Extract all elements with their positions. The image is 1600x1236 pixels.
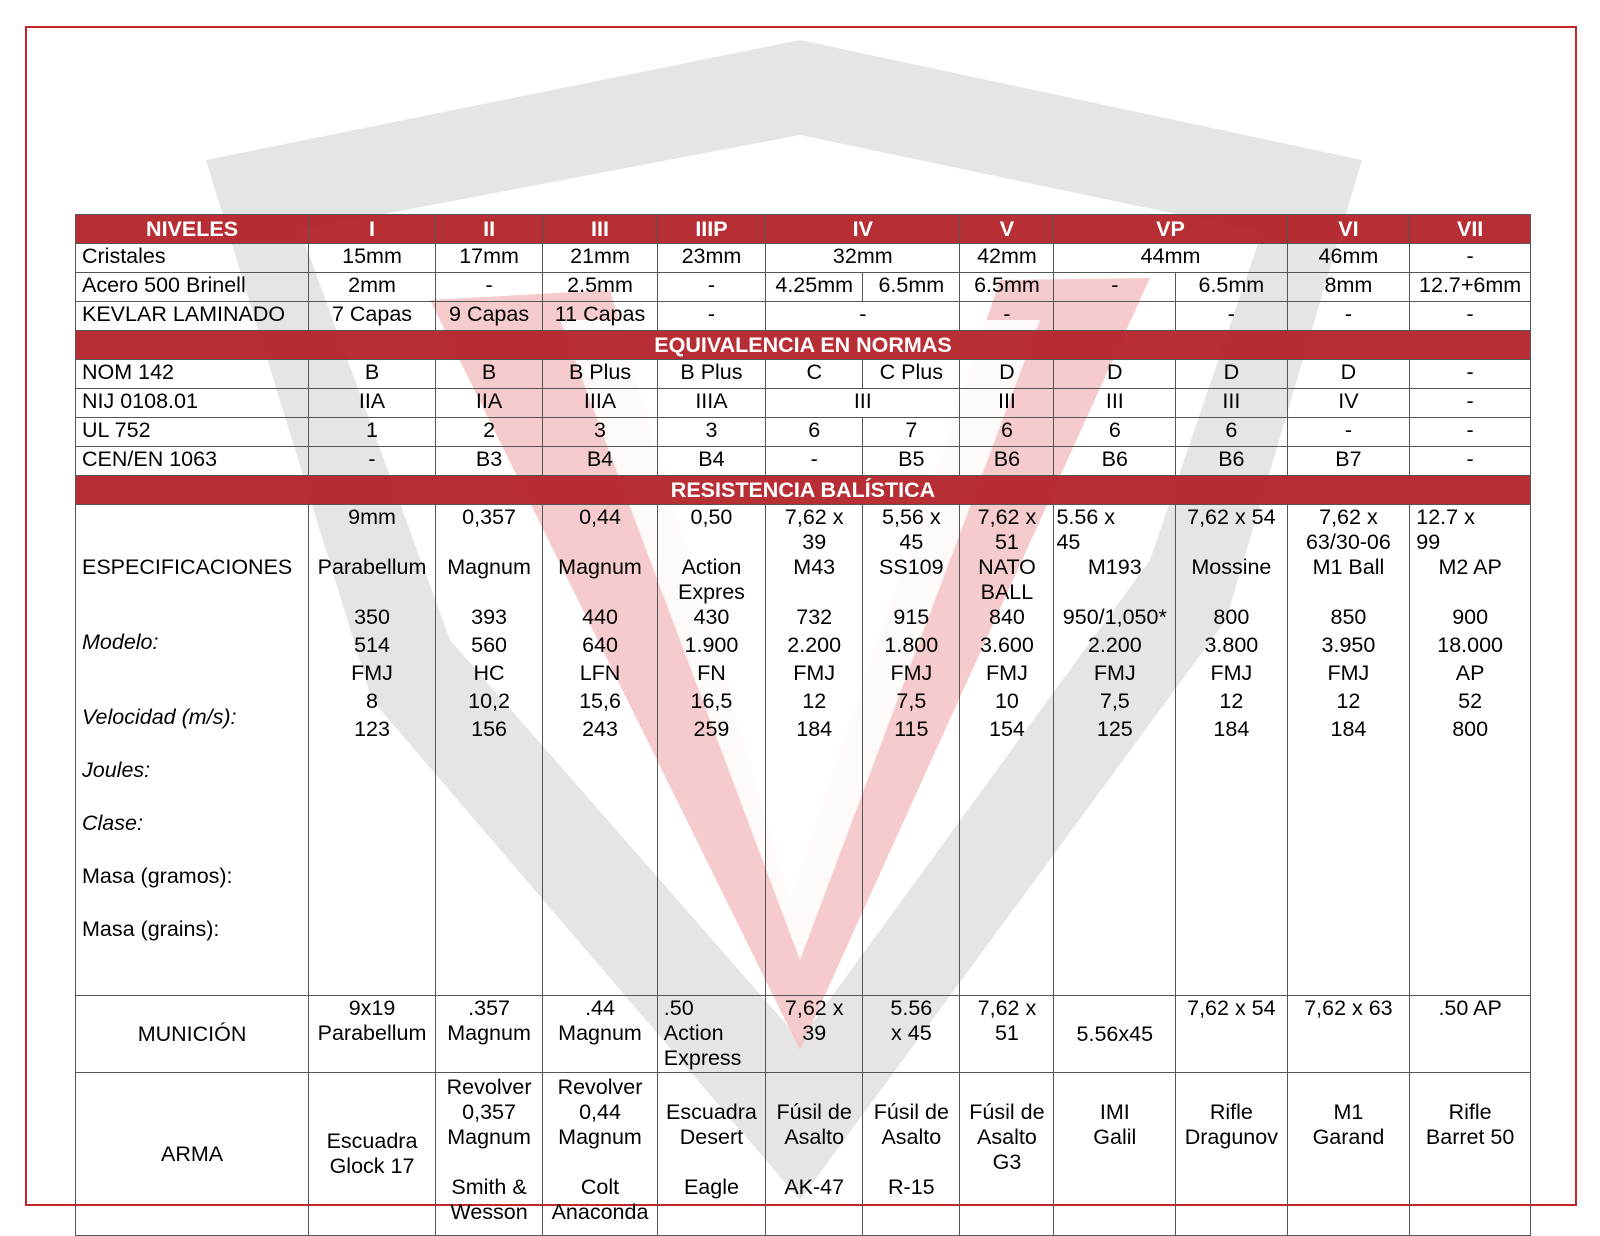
cell: B4 (657, 447, 765, 476)
cell: D (1054, 360, 1176, 389)
cell: B (309, 360, 436, 389)
spec-velocidad: 850 (1330, 605, 1367, 629)
spec-joules: 3.600 (980, 633, 1034, 657)
spec-modelo: Magnum (447, 555, 531, 579)
spec-calibre: 7,62 x 63/30-06 (1305, 505, 1391, 554)
cell: IMI Galil (1054, 1073, 1176, 1236)
cell: IIA (435, 389, 542, 418)
spec-calibre: 7,62 x 54 (1187, 505, 1276, 529)
cell: - (1410, 360, 1531, 389)
cell: - (1287, 418, 1410, 447)
spec-velocidad: 732 (796, 605, 833, 629)
spec-column (543, 505, 658, 996)
header-cell: II (435, 215, 542, 244)
cell: 6 (1176, 418, 1287, 447)
spec-calibre: 0,50 (690, 505, 733, 529)
cell: B4 (543, 447, 658, 476)
cell: C Plus (863, 360, 960, 389)
row-acero (76, 273, 1531, 302)
spec-masa-gr: 259 (693, 717, 730, 741)
spec-calibre: 5,56 x 45 (882, 505, 941, 554)
spec-column (960, 505, 1054, 996)
spec-masa-gr: 125 (1096, 717, 1133, 741)
cell: B (435, 360, 542, 389)
spec-label-masa-grains: Masa (grains): (82, 917, 220, 941)
cell: 7,62 x 51 (960, 996, 1054, 1073)
row-cen (76, 447, 1531, 476)
row-especificaciones (76, 505, 1531, 996)
cell: 11 Capas (543, 302, 658, 331)
cell: - (657, 302, 765, 331)
spec-joules: 2.200 (1087, 633, 1142, 657)
cell: - (435, 273, 542, 302)
cell: - (1287, 302, 1410, 331)
spec-clase: FMJ (986, 661, 1028, 685)
cell: 7,62 x 54 (1176, 996, 1287, 1073)
cell: 2.5mm (543, 273, 658, 302)
row-label: NIJ 0108.01 (76, 389, 309, 418)
row-nij (76, 389, 1531, 418)
spec-calibre: 7,62 x 39 (784, 505, 844, 554)
cell: Escuadra Desert Eagle (657, 1073, 765, 1236)
cell: IIA (309, 389, 436, 418)
cell: - (766, 302, 960, 331)
spec-clase: FMJ (1327, 661, 1370, 685)
spec-clase: FMJ (351, 661, 393, 685)
header-cell: III (543, 215, 658, 244)
spec-velocidad: 840 (989, 605, 1025, 629)
spec-masa-g: 52 (1458, 689, 1483, 713)
cell: 3 (543, 418, 658, 447)
spec-masa-gr: 123 (354, 717, 390, 741)
row-nom (76, 360, 1531, 389)
spec-calibre: 9mm (348, 505, 396, 529)
cell: .357 Magnum (435, 996, 542, 1073)
row-label-municion: MUNICIÓN (76, 996, 309, 1073)
section-row-resistencia (76, 476, 1531, 505)
spec-joules: 560 (471, 633, 507, 657)
spec-joules: 18.000 (1437, 633, 1504, 657)
cell: 2 (435, 418, 542, 447)
spec-masa-g: 15,6 (579, 689, 621, 713)
spec-column (657, 505, 765, 996)
cell: 7 (863, 418, 960, 447)
cell: 4.25mm (766, 273, 863, 302)
cell: 6 (960, 418, 1054, 447)
spec-modelo: M193 (1087, 555, 1142, 579)
spec-modelo: Action Expres (677, 555, 745, 604)
cell: 6 (1054, 418, 1176, 447)
cell: - (1054, 273, 1176, 302)
cell: B6 (960, 447, 1054, 476)
spec-masa-g: 12 (1219, 689, 1244, 713)
cell: 21mm (543, 244, 658, 273)
cell: Rifle Barret 50 (1410, 1073, 1531, 1236)
spec-label-clase: Clase: (82, 811, 143, 835)
cell: 15mm (309, 244, 436, 273)
spec-clase: LFN (579, 661, 621, 685)
spec-clase: FMJ (890, 661, 933, 685)
cell: Escuadra Glock 17 (309, 1073, 436, 1236)
spec-masa-g: 16,5 (690, 689, 733, 713)
cell: Fúsil de Asalto R-15 (863, 1073, 960, 1236)
cell: Fúsil de Asalto AK-47 (766, 1073, 863, 1236)
spec-modelo: Mossine (1191, 555, 1272, 579)
cell: D (960, 360, 1054, 389)
cell: - (1410, 389, 1531, 418)
cell: C (766, 360, 863, 389)
spec-calibre: 12.7 x 99 (1416, 505, 1475, 554)
spec-modelo: NATO BALL (978, 555, 1036, 604)
row-label: Acero 500 Brinell (76, 273, 309, 302)
cell: .44 Magnum (543, 996, 658, 1073)
spec-clase: FN (697, 661, 726, 685)
row-label-arma: ARMA (76, 1073, 309, 1236)
cell: IV (1287, 389, 1410, 418)
spec-modelo: M2 AP (1438, 555, 1502, 579)
spec-clase: FMJ (793, 661, 836, 685)
cell: - (657, 273, 765, 302)
cell: D (1176, 360, 1287, 389)
cell: B5 (863, 447, 960, 476)
spec-column (1176, 505, 1287, 996)
cell: 7 Capas (309, 302, 436, 331)
cell: IIIA (657, 389, 765, 418)
cell: B6 (1054, 447, 1176, 476)
cell: - (1410, 244, 1531, 273)
spec-modelo: SS109 (879, 555, 944, 579)
spec-joules: 514 (354, 633, 390, 657)
spec-clase: HC (473, 661, 505, 685)
row-label: KEVLAR LAMINADO (76, 302, 309, 331)
row-cristales (76, 244, 1531, 273)
cell: 23mm (657, 244, 765, 273)
spec-velocidad: 800 (1213, 605, 1250, 629)
cell: 9 Capas (435, 302, 542, 331)
cell: 32mm (766, 244, 960, 273)
spec-calibre: 0,44 (579, 505, 621, 529)
spec-column (1287, 505, 1410, 996)
cell: III (960, 389, 1054, 418)
spec-label-joules: Joules: (82, 758, 151, 782)
section-title: EQUIVALENCIA EN NORMAS (76, 331, 1531, 360)
cell: - (1410, 447, 1531, 476)
cell: .50 AP (1410, 996, 1531, 1073)
spec-modelo: M43 (793, 555, 836, 579)
cell: D (1287, 360, 1410, 389)
spec-masa-gr: 156 (471, 717, 507, 741)
spec-masa-gr: 243 (582, 717, 618, 741)
cell: Rifle Dragunov (1176, 1073, 1287, 1236)
spec-masa-g: 8 (366, 689, 378, 713)
spec-masa-gr: 115 (894, 717, 929, 741)
spec-clase: FMJ (1093, 661, 1136, 685)
spec-labels-cell (76, 505, 309, 996)
ballistic-table-container (75, 214, 1531, 1224)
spec-label-modelo: Modelo: (82, 630, 159, 654)
header-cell: VP (1054, 215, 1287, 244)
header-cell: NIVELES (76, 215, 309, 244)
spec-label-masa-gramos: Masa (gramos): (82, 864, 233, 888)
spec-joules: 1.900 (684, 633, 739, 657)
cell: - (960, 302, 1054, 331)
cell: Revolver 0,357 Magnum Smith & Wesson (435, 1073, 542, 1236)
spec-clase: FMJ (1210, 661, 1253, 685)
cell: III (1176, 389, 1287, 418)
spec-masa-g: 7,5 (1099, 689, 1130, 713)
cell: III (766, 389, 960, 418)
spec-modelo: Magnum (558, 555, 642, 579)
spec-modelo: Parabellum (317, 555, 427, 579)
spec-joules: 3.950 (1321, 633, 1376, 657)
spec-velocidad: 915 (893, 605, 930, 629)
spec-label-velocidad: Velocidad (m/s): (82, 705, 237, 729)
spec-calibre: 0,357 (462, 505, 516, 529)
spec-masa-g: 10 (994, 689, 1019, 713)
cell: 6.5mm (960, 273, 1054, 302)
spec-masa-gr: 154 (989, 717, 1025, 741)
cell: B Plus (657, 360, 765, 389)
cell: 6.5mm (863, 273, 960, 302)
spec-masa-gr: 184 (796, 717, 833, 741)
spec-masa-gr: 184 (1213, 717, 1250, 741)
spec-clase: AP (1455, 661, 1485, 685)
cell: Revolver 0,44 Magnum Colt Anaconda (543, 1073, 658, 1236)
cell (1054, 302, 1176, 331)
cell: 12.7+6mm (1410, 273, 1531, 302)
cell: 42mm (960, 244, 1054, 273)
spec-velocidad: 393 (471, 605, 507, 629)
header-cell: VII (1410, 215, 1531, 244)
row-ul (76, 418, 1531, 447)
spec-column (1410, 505, 1531, 996)
header-row (76, 215, 1531, 244)
header-cell: VI (1287, 215, 1410, 244)
cell: 9x19 Parabellum (309, 996, 436, 1073)
cell: B7 (1287, 447, 1410, 476)
spec-modelo: M1 Ball (1312, 555, 1385, 579)
row-label: CEN/EN 1063 (76, 447, 309, 476)
spec-joules: 1.800 (884, 633, 939, 657)
spec-column (863, 505, 960, 996)
spec-column (1054, 505, 1176, 996)
spec-masa-gr: 184 (1330, 717, 1367, 741)
spec-masa-g: 12 (1336, 689, 1361, 713)
spec-velocidad: 430 (693, 605, 730, 629)
cell: 8mm (1287, 273, 1410, 302)
spec-column (766, 505, 863, 996)
section-title: RESISTENCIA BALÍSTICA (76, 476, 1531, 505)
spec-velocidad: 950/1,050* (1062, 605, 1167, 629)
header-cell: IV (766, 215, 960, 244)
spec-label-especificaciones: ESPECIFICACIONES (82, 555, 293, 579)
cell: .50 Action Express (657, 996, 765, 1073)
spec-joules: 2.200 (787, 633, 842, 657)
cell: 7,62 x 63 (1287, 996, 1410, 1073)
cell: 6 (766, 418, 863, 447)
cell: III (1054, 389, 1176, 418)
spec-calibre: 7,62 x 51 (977, 505, 1037, 554)
spec-calibre: 5.56 x 45 (1056, 505, 1116, 554)
row-label: Cristales (76, 244, 309, 273)
spec-column (435, 505, 542, 996)
cell: - (1410, 302, 1531, 331)
cell: IIIA (543, 389, 658, 418)
spec-joules: 3.800 (1204, 633, 1259, 657)
spec-column (309, 505, 436, 996)
spec-masa-g: 12 (802, 689, 827, 713)
cell: 5.56x45 (1054, 996, 1176, 1073)
cell: 46mm (1287, 244, 1410, 273)
cell: - (1176, 302, 1287, 331)
cell: 2mm (309, 273, 436, 302)
cell: - (309, 447, 436, 476)
cell: 5.56 x 45 (863, 996, 960, 1073)
cell: 7,62 x 39 (766, 996, 863, 1073)
spec-velocidad: 350 (354, 605, 390, 629)
spec-masa-gr: 800 (1452, 717, 1489, 741)
cell: Fúsil de Asalto G3 (960, 1073, 1054, 1236)
cell: M1 Garand (1287, 1073, 1410, 1236)
row-kevlar (76, 302, 1531, 331)
spec-velocidad: 900 (1452, 605, 1489, 629)
cell: 44mm (1054, 244, 1287, 273)
header-cell: V (960, 215, 1054, 244)
cell: B3 (435, 447, 542, 476)
row-arma (76, 1073, 1531, 1236)
header-cell: I (309, 215, 436, 244)
row-label: UL 752 (76, 418, 309, 447)
cell: B Plus (543, 360, 658, 389)
spec-masa-g: 7,5 (896, 689, 927, 713)
row-municion (76, 996, 1531, 1073)
cell: B6 (1176, 447, 1287, 476)
cell: - (766, 447, 863, 476)
cell: - (1410, 418, 1531, 447)
spec-joules: 640 (582, 633, 618, 657)
cell: 17mm (435, 244, 542, 273)
row-label: NOM 142 (76, 360, 309, 389)
cell: 3 (657, 418, 765, 447)
spec-masa-g: 10,2 (468, 689, 510, 713)
spec-velocidad: 440 (582, 605, 618, 629)
section-row-normas (76, 331, 1531, 360)
ballistic-levels-table (75, 214, 1531, 1236)
cell: 6.5mm (1176, 273, 1287, 302)
cell: 1 (309, 418, 436, 447)
header-cell: IIIP (657, 215, 765, 244)
